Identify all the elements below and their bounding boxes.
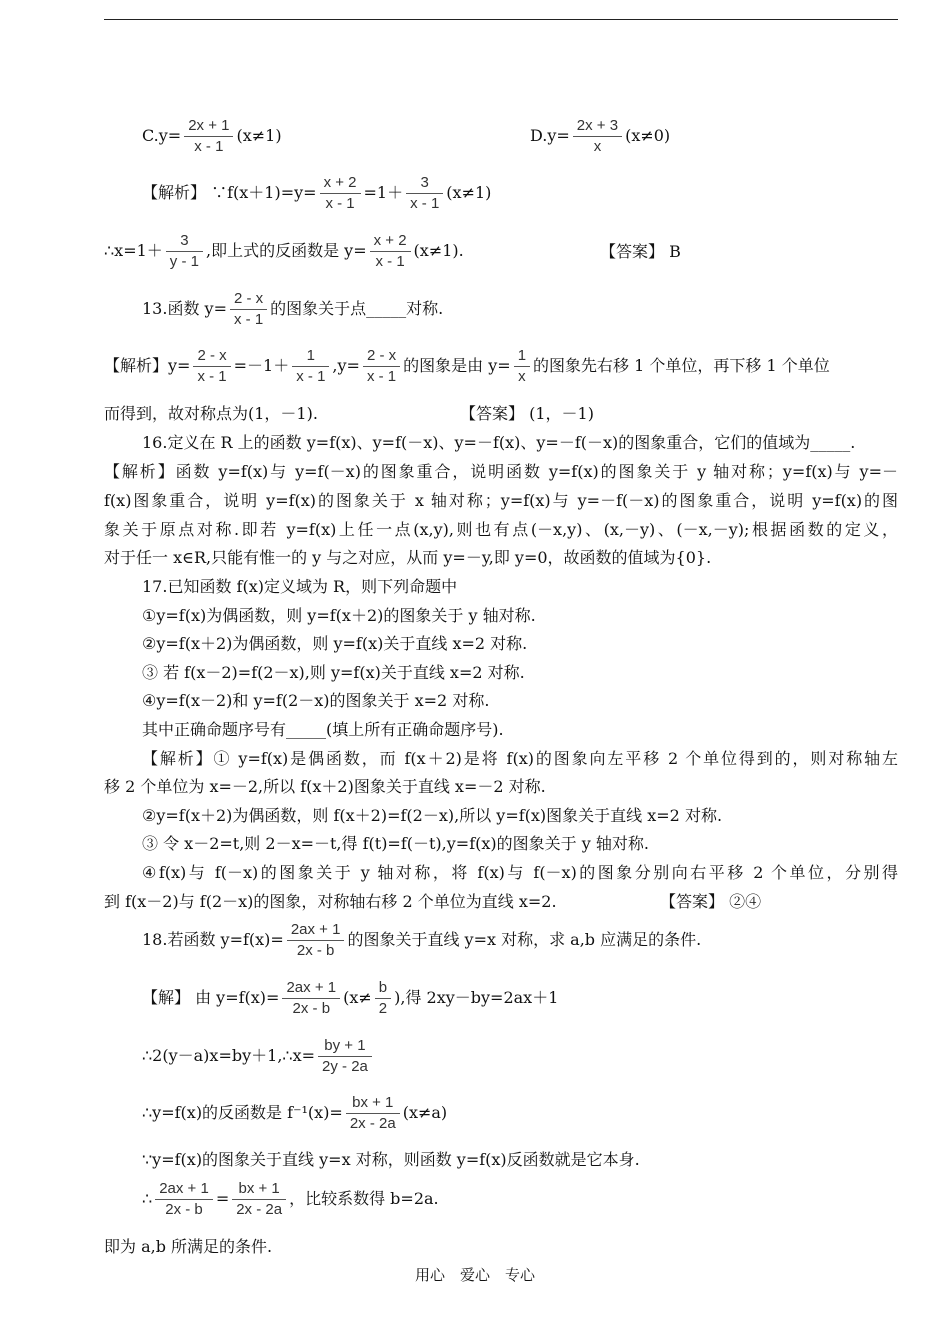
analysis-17-line-4: ③ 令 x－2=t,则 2－x=－t,得 f(t)=f(－t),y=f(x)的图象关于 y 轴对称. bbox=[142, 834, 649, 853]
question-17: 17.已知函数 f(x)定义域为 R，则下列命题中 bbox=[142, 577, 458, 596]
analysis-17-line-6: 到 f(x－2)与 f(2－x)的图象，对称轴右移 2 个单位为直线 x=2. bbox=[104, 892, 557, 911]
answer-13: 【答案】 (1，－1) bbox=[460, 404, 594, 423]
fraction: $\frac{1}{x - 1}$ bbox=[292, 346, 329, 387]
analysis-17-line-5: ④f(x)与 f(－x)的图象关于 y 轴对称，将 f(x)与 f(－x)的图象分别向右平移 2 个单位，分别得 bbox=[142, 863, 898, 882]
solution-18-line-1: 【解】 由 y=f(x)= $\frac{2ax + 1}{2x - b}$ (x≠ $\frac{b}{2}$ ),得 2xy－by=2ax＋1 bbox=[142, 979, 559, 1017]
fraction: $\frac{x + 2}{x - 1}$ bbox=[320, 173, 361, 214]
fraction: $\frac{2 - x}{x - 1}$ bbox=[363, 346, 400, 387]
analysis-17-line-1: 【解析】① y=f(x)是偶函数，而 f(x＋2)是将 f(x)的图象向左平移 2 个单位得到的，则对称轴左 bbox=[142, 749, 898, 768]
solution-18-line-6: 即为 a,b 所满足的条件. bbox=[104, 1237, 273, 1256]
solution-18-line-4: ∵y=f(x)的图象关于直线 y=x 对称，则函数 y=f(x)反函数就是它本身. bbox=[142, 1150, 640, 1169]
page-footer: 用心 爱心 专心 bbox=[414, 1266, 535, 1284]
analysis-16-line-3: 象关于原点对称.即若 y=f(x)上任一点(x,y),则也有点(－x,y)、(x,－y)、(－x,－y);根据函数的定义， bbox=[104, 520, 898, 539]
fraction: $\frac{bx + 1}{2x - 2a}$ bbox=[346, 1093, 400, 1134]
analysis-16-line-4: 对于任一 x∈R,只能有惟一的 y 与之对应，从而 y=－y,即 y=0，故函数的值域为{0}. bbox=[104, 548, 712, 567]
analysis-13-line-2: 而得到，故对称点为(1，－1). bbox=[104, 404, 318, 423]
analysis-12-line-2: ∴x=1＋ $\frac{3}{y - 1}$ ,即上式的反函数是 y= $\frac{x + 2}{x - 1}$ (x≠1). bbox=[104, 232, 464, 270]
fraction: $\frac{bx + 1}{2x - 2a}$ bbox=[232, 1179, 286, 1220]
fraction: $\frac{2ax + 1}{2x - b}$ bbox=[287, 920, 345, 961]
fraction: $\frac{2ax + 1}{2x - b}$ bbox=[282, 978, 340, 1019]
analysis-17-line-3: ②y=f(x＋2)为偶函数，则 f(x＋2)=f(2－x),所以 y=f(x)图象关于直线 x=2 对称. bbox=[142, 806, 723, 825]
analysis-16-line-1: 【解析】函数 y=f(x)与 y=f(－x)的图象重合，说明函数 y=f(x)的图象关于 y 轴对称；y=f(x)与 y=－ bbox=[104, 462, 898, 481]
header-rule bbox=[104, 19, 898, 20]
fraction: $\frac{2x + 3}{x}$ bbox=[573, 116, 622, 157]
analysis-17-line-2: 移 2 个单位为 x=－2,所以 f(x＋2)图象关于直线 x=－2 对称. bbox=[104, 777, 546, 796]
solution-18-line-3: ∴y=f(x)的反函数是 f⁻¹(x)= $\frac{bx + 1}{2x - 2a}$ (x≠a) bbox=[142, 1094, 448, 1132]
fraction: $\frac{x + 2}{x - 1}$ bbox=[370, 231, 411, 272]
question-18: 18.若函数 y=f(x)= $\frac{2ax + 1}{2x - b}$ 的图象关于直线 y=x 对称，求 a,b 应满足的条件. bbox=[142, 921, 702, 959]
question-17-item-2: ②y=f(x＋2)为偶函数，则 y=f(x)关于直线 x=2 对称. bbox=[142, 634, 528, 653]
analysis-16-line-2: f(x)图象重合，说明 y=f(x)的图象关于 x 轴对称；y=f(x)与 y=－f(－x)的图象重合，说明 y=f(x)的图 bbox=[104, 491, 898, 510]
fraction: $\frac{2 - x}{x - 1}$ bbox=[193, 346, 230, 387]
analysis-12-line-1: 【解析】 ∵f(x＋1)=y= $\frac{x + 2}{x - 1}$ =1＋ $\frac{3}{x - 1}$ (x≠1) bbox=[142, 174, 492, 212]
question-17-item-4: ④y=f(x－2)和 y=f(2－x)的图象关于 x=2 对称. bbox=[142, 691, 490, 710]
answer-12: 【答案】 B bbox=[600, 242, 681, 261]
question-17-prompt: 其中正确命题序号有_____(填上所有正确命题序号). bbox=[142, 720, 504, 739]
solution-18-line-2: ∴2(y－a)x=by＋1,∴x= $\frac{by + 1}{2y - 2a}$ bbox=[142, 1036, 375, 1077]
fraction: $\frac{3}{y - 1}$ bbox=[166, 231, 203, 272]
analysis-13-line-1: 【解析】y= $\frac{2 - x}{x - 1}$ =－1＋ $\frac{1}{x - 1}$ ,y= $\frac{2 - x}{x - 1}$ 的图象是由 y= $\frac{1}{x}$ 的图象先右移 1 个单位，再下移 1 个单位 bbox=[104, 347, 830, 385]
fraction: $\frac{2x + 1}{x - 1}$ bbox=[184, 116, 233, 157]
fraction: $\frac{b}{2}$ bbox=[375, 978, 391, 1019]
answer-17: 【答案】 ②④ bbox=[660, 892, 762, 911]
fraction: $\frac{2 - x}{x - 1}$ bbox=[230, 289, 267, 330]
fraction: $\frac{1}{x}$ bbox=[514, 346, 530, 387]
question-17-item-3: ③ 若 f(x－2)=f(2－x),则 y=f(x)关于直线 x=2 对称. bbox=[142, 663, 525, 682]
option-d: D.y= $\frac{2x + 3}{x}$ (x≠0) bbox=[530, 117, 671, 155]
option-c: C.y= $\frac{2x + 1}{x - 1}$ (x≠1) bbox=[142, 117, 282, 155]
fraction: $\frac{3}{x - 1}$ bbox=[406, 173, 443, 214]
question-13: 13.函数 y= $\frac{2 - x}{x - 1}$ 的图象关于点_____对称. bbox=[142, 290, 444, 328]
question-16: 16.定义在 R 上的函数 y=f(x)、y=f(－x)、y=－f(x)、y=－f(－x)的图象重合，它们的值域为_____. bbox=[142, 433, 856, 452]
fraction: $\frac{by + 1}{2y - 2a}$ bbox=[318, 1036, 372, 1077]
solution-18-line-5: ∴ $\frac{2ax + 1}{2x - b}$ = $\frac{bx + 1}{2x - 2a}$ ，比较系数得 b=2a. bbox=[142, 1180, 439, 1218]
question-17-item-1: ①y=f(x)为偶函数，则 y=f(x＋2)的图象关于 y 轴对称. bbox=[142, 606, 536, 625]
fraction: $\frac{2ax + 1}{2x - b}$ bbox=[155, 1179, 213, 1220]
